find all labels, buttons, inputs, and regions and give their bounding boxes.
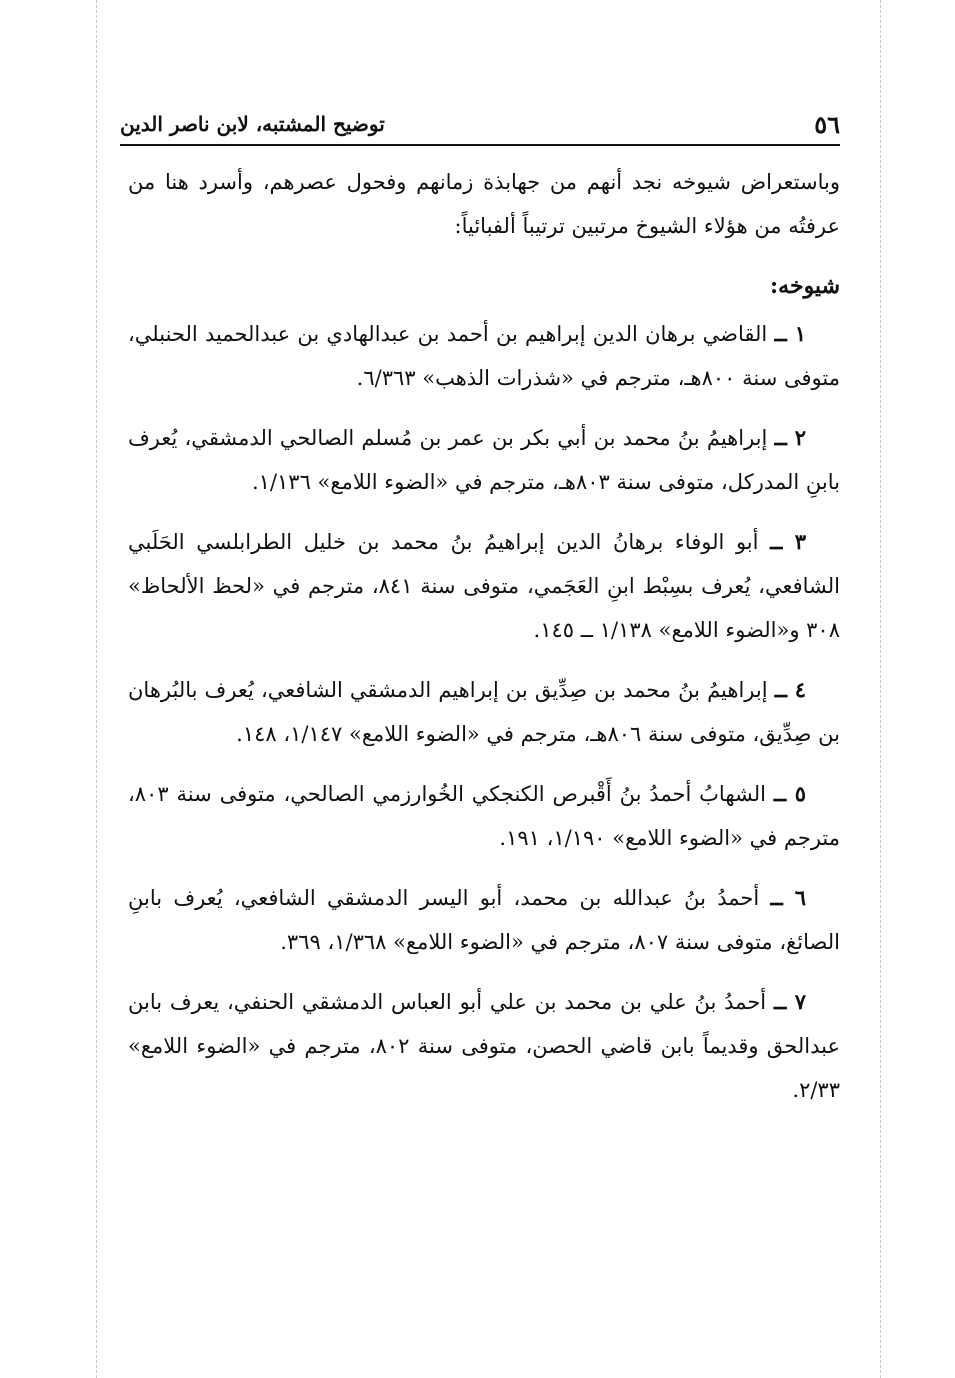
intro-paragraph: وباستعراض شيوخه نجد أنهم من جهابذة زمانهم وفحول عصرهم، وأسرد هنا من عرفتُه من هؤلاء الشيوخ مرتبين ترتيباً ألفبائياً:: [128, 170, 840, 238]
entry-2: [128, 416, 840, 504]
entry-number: ٦ ــ: [770, 885, 806, 910]
entry-number: ٥ ــ: [773, 781, 806, 806]
section-heading: شيوخه:: [770, 273, 840, 299]
left-guide-line: [96, 0, 97, 1378]
entry-text: أحمدُ بنُ عبدالله بن محمد، أبو اليسر الدمشقي الشافعي، يُعرف بابنِ الصائغ، متوفى سنة ٨٠٧، مترجم في «الضوء اللامع» ١/٣٦٨، ٣٦٩.: [128, 886, 840, 954]
entry-text: أبو الوفاء برهانُ الدين إبراهيمُ بنُ محمد بن خليل الطرابلسي الحَلَبي الشافعي، يُعرف بسِبْط ابنِ العَجَمي، متوفى سنة ٨٤١، مترجم في «لحظ الألحاظ» ٣٠٨ و«الضوء اللامع» ١/١٣٨ ــ ١٤٥.: [128, 530, 840, 642]
right-guide-line: [880, 0, 881, 1378]
entry-text: القاضي برهان الدين إبراهيم بن أحمد بن عبدالهادي بن عبدالحميد الحنبلي، متوفى سنة ٨٠٠هـ، مترجم في «شذرات الذهب» ٦/٣٦٣.: [128, 322, 840, 390]
entry-4: [128, 668, 840, 756]
entry-1: [128, 312, 840, 400]
entry-text: إبراهيمُ بنُ محمد بن صِدِّيق بن إبراهيم الدمشقي الشافعي، يُعرف بالبُرهان بن صِدِّيق، متوفى سنة ٨٠٦هـ، مترجم في «الضوء اللامع» ١/١٤٧، ١٤٨.: [128, 678, 840, 746]
entry-number: ٣ ــ: [770, 529, 806, 554]
entry-5: [128, 772, 840, 860]
page-body: [128, 160, 840, 1128]
entry-number: ٧ ــ: [773, 989, 806, 1014]
entry-number: ١ ــ: [774, 321, 806, 346]
entry-text: الشهابُ أحمدُ بنُ أَقْبرص الكنجكي الخُوارزمي الصالحي، متوفى سنة ٨٠٣، مترجم في «الضوء اللامع» ١/١٩٠، ١٩١.: [128, 782, 840, 850]
entry-6: [128, 876, 840, 964]
entry-text: أحمدُ بنُ علي بن محمد بن علي أبو العباس الدمشقي الحنفي، يعرف بابن عبدالحق وقديماً بابن قاضي الحصن، متوفى سنة ٨٠٢، مترجم في «الضوء اللامع» ٢/٣٣.: [128, 990, 840, 1102]
page-header: [120, 108, 840, 146]
running-title: توضيح المشتبه، لابن ناصر الدين: [120, 112, 385, 136]
entry-3: [128, 520, 840, 652]
entry-number: ٢ ــ: [774, 425, 806, 450]
entry-number: ٤ ــ: [774, 677, 807, 702]
entry-7: [128, 980, 840, 1112]
page-number: ٥٦: [814, 110, 840, 139]
entry-text: إبراهيمُ بنُ محمد بن أبي بكر بن عمر بن مُسلم الصالحي الدمشقي، يُعرف بابنِ المدركل، متوفى سنة ٨٠٣هـ، مترجم في «الضوء اللامع» ١/١٣٦.: [128, 426, 840, 494]
